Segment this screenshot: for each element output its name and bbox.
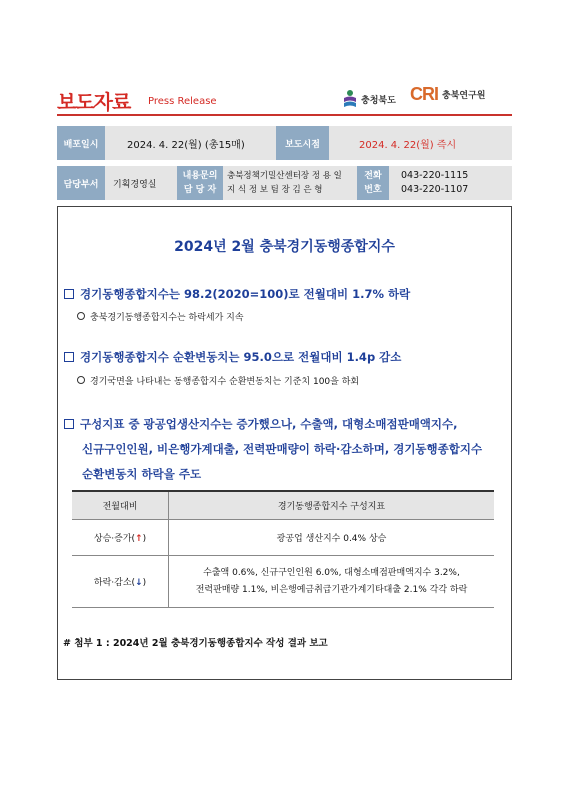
decrease-label-text: 하락·감소( [93, 578, 136, 588]
contact-label-line2: 담 당 자 [183, 185, 217, 195]
increase-label-close: ) [142, 534, 147, 544]
department-value: 기획경영실 [105, 166, 177, 200]
department-label: 담당부서 [57, 166, 105, 200]
decrease-label [72, 556, 169, 608]
headline-2 [64, 349, 401, 365]
table-header-row [72, 491, 494, 520]
header-divider [57, 114, 512, 116]
subpoint-1 [77, 310, 244, 323]
report-time-value: 2024. 4. 22(월) 즉시 [329, 126, 512, 160]
contact-label-line1: 내용문의 [182, 171, 218, 181]
headline-1-text: 경기동행종합지수는 98.2(2020=100)로 전월대비 1.7% 하락 [80, 287, 411, 301]
bullet-circle-icon [77, 376, 85, 384]
table-header-change: 전월대비 [72, 491, 169, 520]
press-release-subtitle: Press Release [148, 96, 217, 107]
checkbox-square-icon [64, 419, 74, 429]
distribution-date-label: 배포일시 [57, 126, 105, 160]
arrow-down-icon: ↓ [135, 578, 143, 588]
increase-label [72, 520, 169, 556]
phone-label [357, 166, 389, 200]
table-header-indicators: 경기동행종합지수 구성지표 [169, 491, 495, 520]
table-row [72, 520, 494, 556]
province-emblem-icon [343, 89, 357, 109]
contact-info-row [57, 166, 512, 200]
increase-value: 광공업 생산지수 0.4% 상승 [169, 520, 495, 556]
report-time-label: 보도시점 [276, 126, 329, 160]
decrease-label-close: ) [142, 578, 147, 588]
attachment-note: # 첨부 1 : 2024년 2월 충북경기동행종합지수 작성 결과 보고 [63, 638, 328, 649]
province-logo-text: 충청북도 [361, 95, 396, 106]
contact-person-2: 지 식 정 보 팀 장 김 은 형 [227, 185, 323, 195]
headline-1 [64, 286, 410, 302]
bullet-circle-icon [77, 312, 85, 320]
institute-logo-text: 충북연구원 [442, 91, 486, 101]
document-title: 2024년 2월 충북경기동행종합지수 [174, 239, 395, 255]
arrow-up-icon: ↑ [135, 534, 143, 544]
headline-3-line1: 구성지표 중 광공업생산지수는 증가했으나, 수출액, 대형소매점판매액지수, [80, 417, 458, 431]
distribution-info-row [57, 126, 512, 160]
checkbox-square-icon [64, 289, 74, 299]
decrease-value-line1: 수출액 0.6%, 신규구인인원 6.0%, 대형소매점판매액지수 3.2%, [203, 567, 460, 578]
phone-number-2: 043-220-1107 [401, 184, 469, 195]
phone-label-line2: 번호 [364, 185, 382, 195]
chungbuk-province-logo [343, 89, 396, 109]
increase-label-text: 상승·증가( [93, 534, 136, 544]
table-row [72, 556, 494, 608]
phone-number-1: 043-220-1115 [401, 170, 469, 181]
contact-label [177, 166, 223, 200]
subpoint-2-text: 경기국면을 나타내는 동행종합지수 순환변동치는 기준치 100을 하회 [90, 377, 360, 387]
press-release-title: 보도자료 [57, 90, 131, 114]
subpoint-2 [77, 374, 359, 387]
cri-institute-logo [410, 84, 485, 105]
phone-label-line1: 전화 [364, 171, 382, 181]
decrease-value [169, 556, 495, 608]
headline-3-line2: 신규구인인원, 비은행가계대출, 전력판매량이 하락·감소하며, 경기동행종합지수 [82, 442, 483, 456]
contact-persons [223, 166, 357, 200]
phone-numbers [389, 166, 512, 200]
distribution-date-value: 2024. 4. 22(월) (총15매) [105, 126, 276, 160]
headline-3-line3: 순환변동치 하락을 주도 [82, 467, 202, 481]
checkbox-square-icon [64, 352, 74, 362]
contact-person-1: 충북정책기밀산센터장 정 용 일 [227, 171, 342, 181]
decrease-value-line2: 전력판매량 1.1%, 비은행예금취급기관가계기타대출 2.1% 각각 하락 [195, 584, 468, 595]
cri-logo-mark: CRI [410, 84, 438, 104]
indicator-table [72, 490, 494, 608]
headline-3 [64, 412, 482, 487]
headline-2-text: 경기동행종합지수 순환변동치는 95.0으로 전월대비 1.4p 감소 [80, 350, 402, 364]
subpoint-1-text: 충북경기동행종합지수는 하락세가 지속 [90, 313, 244, 323]
